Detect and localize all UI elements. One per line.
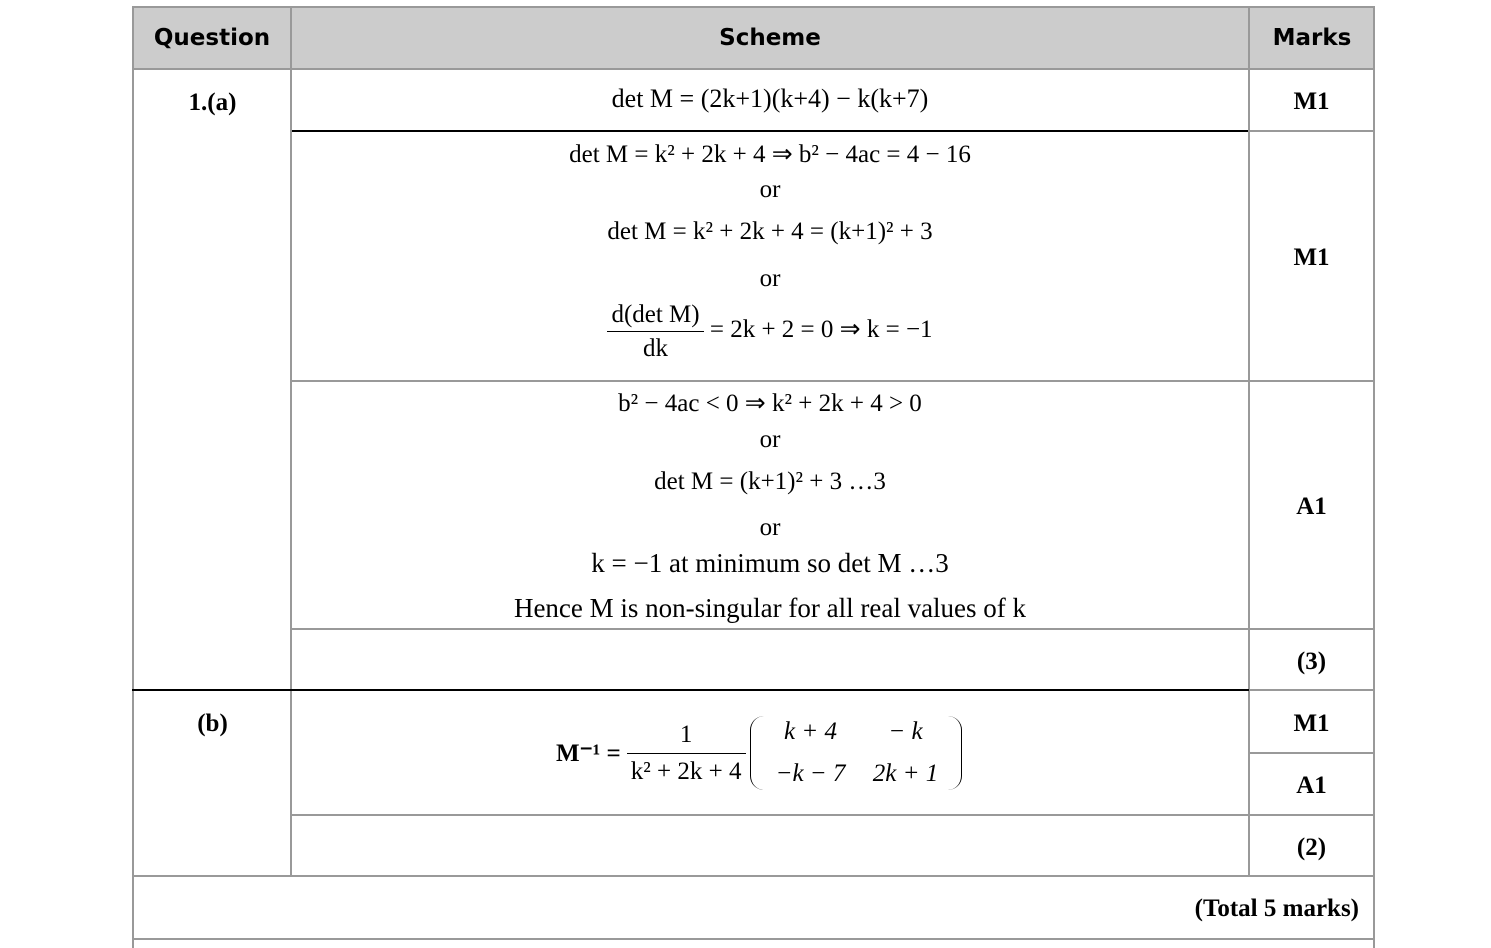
table-border-top bbox=[132, 6, 1375, 8]
question-label-1b: (b) bbox=[197, 710, 228, 737]
mark-row3: A1 bbox=[1296, 493, 1327, 520]
header-marks: Marks bbox=[1250, 7, 1374, 69]
subtotal-b: (2) bbox=[1296, 834, 1327, 861]
table-border-right bbox=[1373, 6, 1375, 948]
scheme-row3-or1: or bbox=[759, 426, 781, 453]
header-bottom-line bbox=[132, 68, 1375, 70]
matrix-m21: −k − 7 bbox=[775, 760, 846, 787]
total-marks: (Total 5 marks) bbox=[1194, 895, 1359, 922]
scheme-row1: det M = (2k+1)(k+4) − k(k+7) bbox=[611, 84, 929, 113]
scheme-row3-line1: b² − 4ac < 0 ⇒ k² + 2k + 4 > 0 bbox=[618, 390, 922, 417]
mark-row2: M1 bbox=[1293, 244, 1330, 271]
inverse-numerator: 1 bbox=[627, 721, 746, 754]
row1-divider bbox=[292, 130, 1248, 132]
total-bottom bbox=[132, 938, 1375, 940]
mark-row1: M1 bbox=[1293, 88, 1330, 115]
part-b-bottom bbox=[132, 875, 1375, 877]
scheme-row3-line3: k = −1 at minimum so det M …3 bbox=[591, 548, 949, 578]
scheme-row2-or2: or bbox=[759, 265, 781, 292]
derivative-numerator: d(det M) bbox=[607, 302, 703, 332]
row3-divider bbox=[292, 628, 1374, 630]
table-border-left bbox=[132, 6, 134, 948]
part-b-row-divider bbox=[292, 814, 1374, 816]
matrix-m22: 2k + 1 bbox=[872, 760, 939, 787]
inverse-fraction bbox=[627, 721, 746, 786]
mark-b1: M1 bbox=[1293, 710, 1330, 737]
mark-b2: A1 bbox=[1296, 772, 1327, 799]
scheme-row2-line2: det M = k² + 2k + 4 = (k+1)² + 3 bbox=[607, 218, 933, 245]
inverse-lhs: M⁻¹ = bbox=[556, 740, 621, 767]
matrix bbox=[750, 716, 962, 790]
marks-col-divider bbox=[1248, 6, 1250, 876]
part-a-mark-divider bbox=[1250, 689, 1374, 691]
scheme-row2-line1: det M = k² + 2k + 4 ⇒ b² − 4ac = 4 − 16 bbox=[569, 141, 971, 168]
subtotal-a: (3) bbox=[1296, 648, 1327, 675]
scheme-row3-line2: det M = (k+1)² + 3 …3 bbox=[654, 468, 886, 495]
part-a-divider bbox=[132, 689, 1249, 691]
derivative-rest: = 2k + 2 = 0 ⇒ k = −1 bbox=[709, 316, 933, 344]
row1-mark-divider bbox=[1250, 130, 1374, 132]
derivative-denominator: dk bbox=[643, 335, 669, 362]
derivative-fraction bbox=[607, 302, 703, 361]
scheme-row3-line4: Hence M is non-singular for all real values of k bbox=[513, 593, 1027, 623]
scheme-row3-or2: or bbox=[759, 514, 781, 541]
row2-divider bbox=[292, 380, 1374, 382]
part-b-mark-split bbox=[1250, 752, 1374, 754]
scheme-row2-line3 bbox=[292, 302, 1248, 361]
matrix-m12: − k bbox=[888, 718, 923, 745]
inverse-matrix-expression bbox=[556, 713, 962, 793]
question-label-1a: 1.(a) bbox=[188, 89, 237, 116]
scheme-row2-or1: or bbox=[759, 176, 781, 203]
header-question: Question bbox=[134, 7, 292, 69]
header-scheme: Scheme bbox=[292, 7, 1250, 69]
inverse-denominator: k² + 2k + 4 bbox=[630, 757, 742, 785]
matrix-m11: k + 4 bbox=[784, 718, 837, 745]
